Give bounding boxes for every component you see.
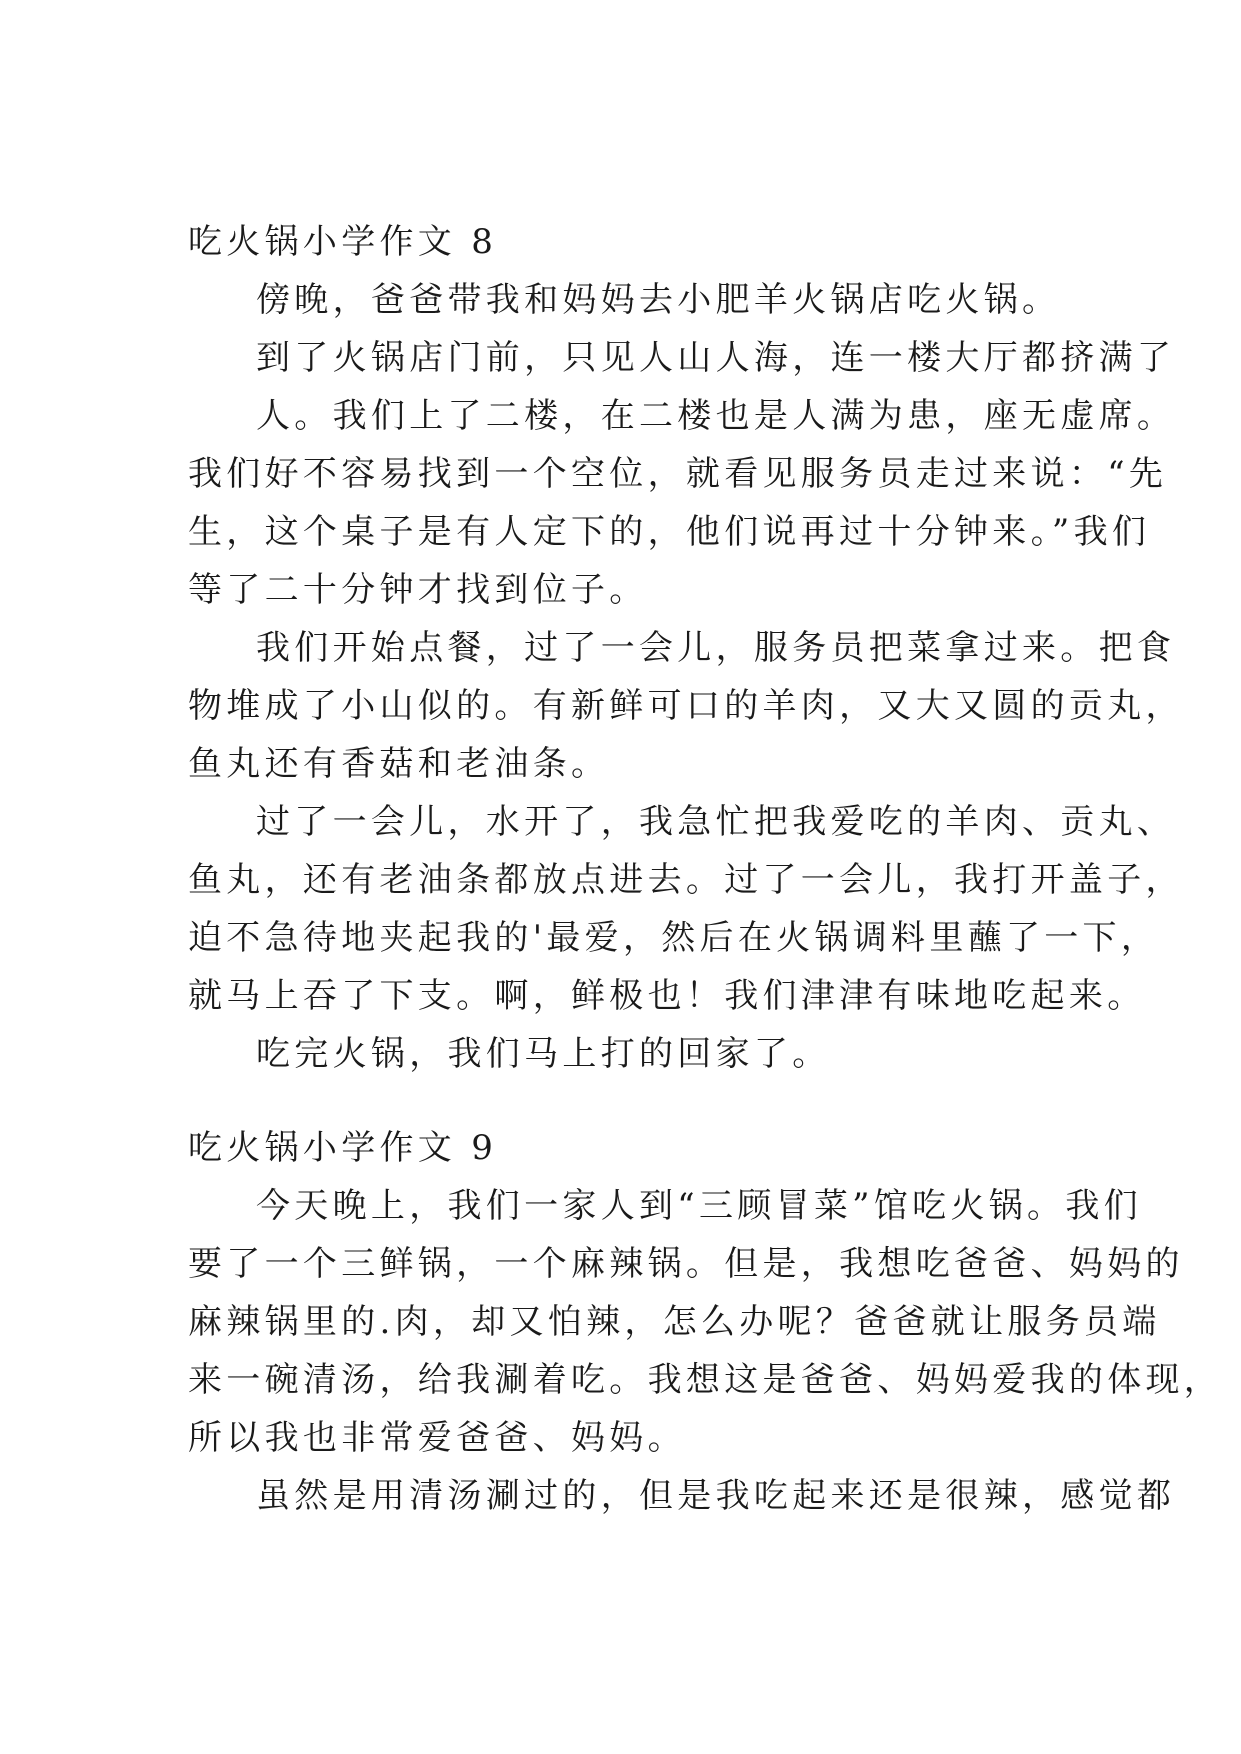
essay-9-line-3: 麻辣锅里的.肉，却又怕辣，怎么办呢？爸爸就让服务员端 <box>188 1302 1161 1342</box>
essay-9-line-1: 今天晚上，我们一家人到“三顾冒菜”馆吃火锅。我们 <box>256 1186 1142 1226</box>
essay-8-line-2: 到了火锅店门前，只见人山人海，连一楼大厅都挤满了 <box>256 338 1176 378</box>
essay-9-line-2: 要了一个三鲜锅，一个麻辣锅。但是，我想吃爸爸、妈妈的 <box>188 1244 1184 1284</box>
essay-9-title: 吃火锅小学作文 9 <box>188 1128 498 1168</box>
essay-8-line-4: 我们好不容易找到一个空位，就看见服务员走过来说：“先 <box>188 454 1168 494</box>
essay-8-line-1: 傍晚，爸爸带我和妈妈去小肥羊火锅店吃火锅。 <box>256 280 1061 320</box>
essay-9-line-4: 来一碗清汤，给我涮着吃。我想这是爸爸、妈妈爱我的体现， <box>188 1360 1223 1400</box>
essay-8-line-11: 鱼丸，还有老油条都放点进去。过了一会儿，我打开盖子， <box>188 860 1184 900</box>
essay-8-line-10: 过了一会儿，水开了，我急忙把我爱吃的羊肉、贡丸、 <box>256 802 1176 842</box>
essay-8-line-8: 物堆成了小山似的。有新鲜可口的羊肉，又大又圆的贡丸， <box>188 686 1184 726</box>
essay-8-line-6: 等了二十分钟才找到位子。 <box>188 570 648 610</box>
essay-8-line-7: 我们开始点餐，过了一会儿，服务员把菜拿过来。把食 <box>256 628 1176 668</box>
essay-9-line-5: 所以我也非常爱爸爸、妈妈。 <box>188 1418 686 1458</box>
essay-8-line-12: 迫不急待地夹起我的'最爱，然后在火锅调料里蘸了一下， <box>188 918 1160 958</box>
essay-9-line-6: 虽然是用清汤涮过的，但是我吃起来还是很辣，感觉都 <box>256 1476 1176 1516</box>
essay-8-line-9: 鱼丸还有香菇和老油条。 <box>188 744 610 784</box>
essay-8-line-5: 生，这个桌子是有人定下的，他们说再过十分钟来。”我们 <box>188 512 1151 552</box>
essay-8-title: 吃火锅小学作文 8 <box>188 222 498 262</box>
essay-8-line-13: 就马上吞了下支。啊，鲜极也！我们津津有味地吃起来。 <box>188 976 1146 1016</box>
essay-8-line-3: 人。我们上了二楼，在二楼也是人满为患，座无虚席。 <box>256 396 1176 436</box>
essay-8-line-14: 吃完火锅，我们马上打的回家了。 <box>256 1034 831 1074</box>
